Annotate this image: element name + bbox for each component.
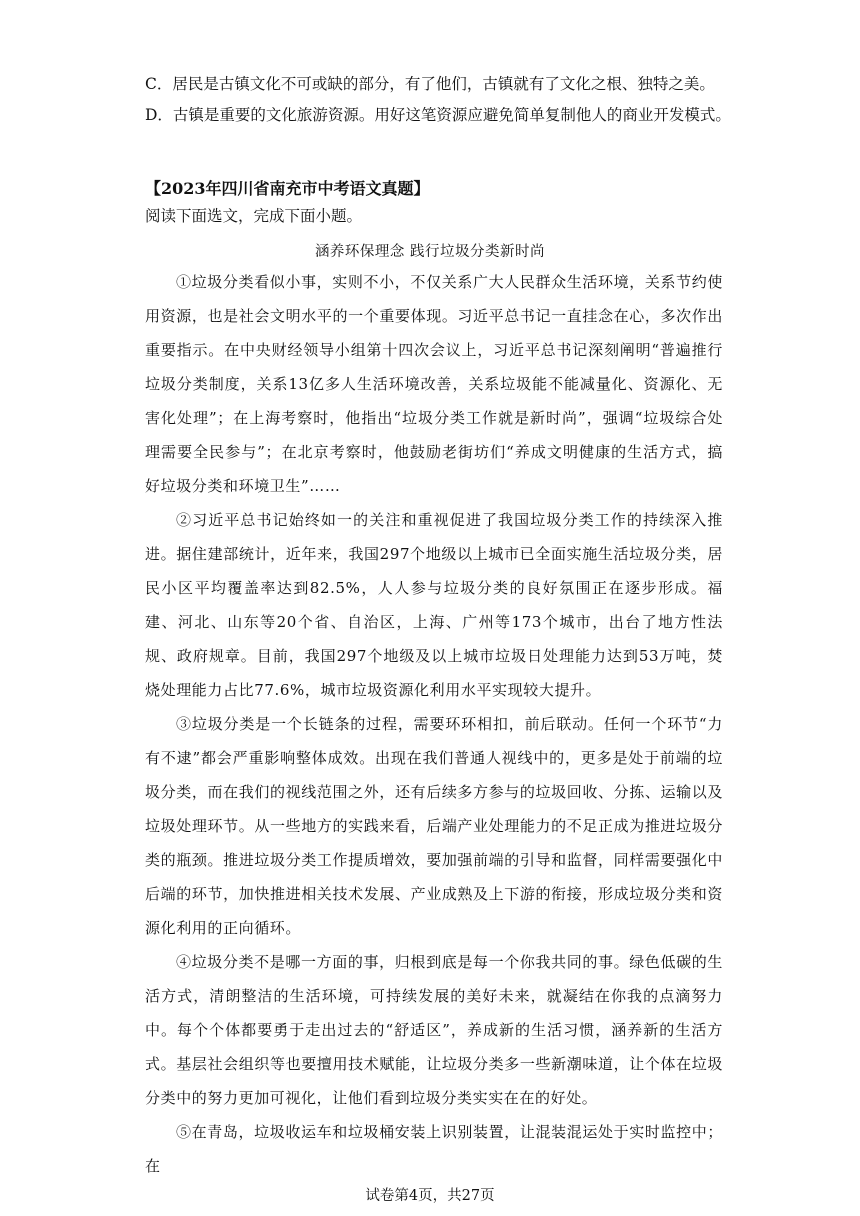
paragraph-3: ③垃圾分类是一个长链条的过程，需要环环相扣，前后联动。任何一个环节“力有不逮”都会严重影响整体成效。出现在我们普通人视线中的，更多是处于前端的垃圾分类，而在我们的视线范围之外，还有后续多方参与的垃圾回收、分拣、运输以及垃圾处理环节。从一些地方的实践来看，后端产业处理能力的不足正成为推进垃圾分类的瓶颈。推进垃圾分类工作提质增效，要加强前端的引导和监督，同样需要强化中后端的环节，加快推进相关技术发展、产业成熟及上下游的衔接，形成垃圾分类和资源化利用的正向循环。	[145, 715, 723, 937]
paragraph-5: ⑤在青岛，垃圾收运车和垃圾桶安装上识别装置，让混装混运处于实时监控中；在	[145, 1123, 723, 1175]
section-title: 【2023年四川省南充市中考语文真题】	[145, 179, 430, 198]
paragraph-4: ④垃圾分类不是哪一方面的事，归根到底是每一个你我共同的事。绿色低碳的生活方式，清朗整洁的生活环境，可持续发展的美好未来，就凝结在你我的点滴努力中。每个个体都要勇于走出过去的“舒适区”，养成新的生活习惯，涵养新的生活方式。基层社会组织等也要擅用技术赋能，让垃圾分类多一些新潮味道，让个体在垃圾分类中的努力更加可视化，让他们看到垃圾分类实实在在的好处。	[145, 953, 723, 1107]
option-d: D．古镇是重要的文化旅游资源。用好这笔资源应避免简单复制他人的商业开发模式。	[145, 106, 731, 124]
paragraph-2: ②习近平总书记始终如一的关注和重视促进了我国垃圾分类工作的持续深入推进。据住建部统计，近年来，我国297个地级以上城市已全面实施生活垃圾分类，居民小区平均覆盖率达到82.5%，人人参与垃圾分类的良好氛围正在逐步形成。福建、河北、山东等20个省、自治区，上海、广州等173个城市，出台了地方性法规、政府规章。目前，我国297个地级及以上城市垃圾日处理能力达到53万吨，焚烧处理能力占比77.6%，城市垃圾资源化利用水平实现较大提升。	[145, 511, 723, 699]
page-footer: 试卷第4页，共27页	[365, 1188, 495, 1204]
option-c: C．居民是古镇文化不可或缺的部分，有了他们，古镇就有了文化之根、独特之美。	[145, 75, 715, 93]
instruction: 阅读下面选文，完成下面小题。	[145, 207, 363, 225]
paragraph-1: ①垃圾分类看似小事，实则不小，不仅关系广大人民群众生活环境，关系节约使用资源，也是社会文明水平的一个重要体现。习近平总书记一直挂念在心，多次作出重要指示。在中央财经领导小组第十四次会议上，习近平总书记深刻阐明“普遍推行垃圾分类制度，关系13亿多人生活环境改善，关系垃圾能不能减量化、资源化、无害化处理”；在上海考察时，他指出“垃圾分类工作就是新时尚”，强调“垃圾综合处理需要全民参与”；在北京考察时，他鼓励老街坊们“养成文明健康的生活方式，搞好垃圾分类和环境卫生”……	[145, 273, 723, 495]
article-title: 涵养环保理念 践行垃圾分类新时尚	[314, 244, 546, 260]
